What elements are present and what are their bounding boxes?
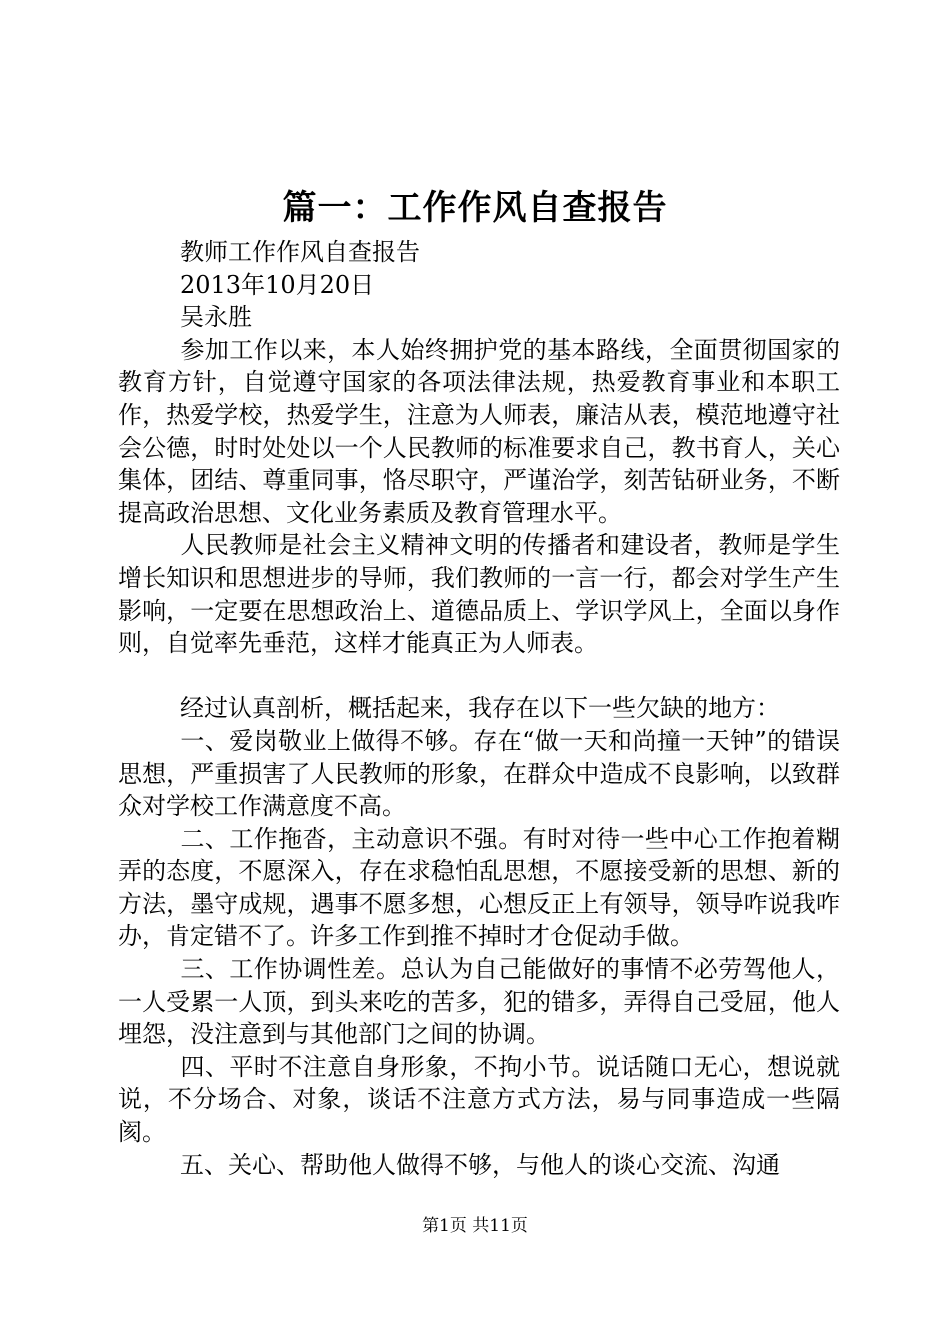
- document-author: 吴永胜: [180, 303, 252, 332]
- paragraph: [118, 725, 840, 823]
- paragraph-text: 三、工作协调性差。总认为自己能做好的事情不必劳驾他人，一人受累一人顶，到头来吃的苦多，犯的错多，弄得自己受屈，他人埋怨，没注意到与其他部门之间的协调。: [118, 955, 840, 1049]
- paragraph-text: 一、爱岗敬业上做得不够。存在“做一天和尚撞一天钟”的错误思想，严重损害了人民教师的形象，在群众中造成不良影响，以致群众对学校工作满意度不高。: [118, 726, 840, 821]
- document-subtitle: 教师工作作风自查报告: [180, 238, 420, 266]
- paragraph: [118, 953, 840, 1051]
- paragraph: [118, 334, 840, 530]
- paragraph-text: 经过认真剖析，概括起来，我存在以下一些欠缺的地方：: [180, 694, 780, 723]
- paragraph: [118, 692, 840, 725]
- page-number-footer: 第1页 共11页: [422, 1216, 528, 1236]
- paragraph-text: 人民教师是社会主义精神文明的传播者和建设者，教师是学生增长知识和思想进步的导师，我们教师的一言一行，都会对学生产生影响，一定要在思想政治上、道德品质上、学识学风上，全面以身作则，自觉率先垂范，这样才能真正为人师表。: [118, 531, 840, 658]
- paragraph-text: 参加工作以来，本人始终拥护党的基本路线，全面贯彻国家的教育方针，自觉遵守国家的各项法律法规，热爱教育事业和本职工作，热爱学校，热爱学生，注意为人师表，廉洁从表，模范地遵守社会公德，时时处处以一个人民教师的标准要求自己，教书育人，关心集体，团结、尊重同事，恪尽职守，严谨治学，刻苦钻研业务，不断提高政治思想、文化业务素质及教育管理水平。: [118, 335, 840, 527]
- paragraph: [118, 1051, 840, 1149]
- paragraph-text: 五、关心、帮助他人做得不够，与他人的谈心交流、沟通: [180, 1150, 780, 1179]
- blank-line: [118, 660, 840, 693]
- paragraph: [118, 529, 840, 659]
- paragraph-text: 四、平时不注意自身形象，不拘小节。说话随口无心，想说就说，不分场合、对象，谈话不注意方式方法，易与同事造成一些隔阂。: [118, 1052, 840, 1147]
- paragraph-text: 二、工作拖沓，主动意识不强。有时对待一些中心工作抱着糊弄的态度，不愿深入，存在求稳怕乱思想，不愿接受新的思想、新的方法，墨守成规，遇事不愿多想，心想反正上有领导，领导咋说我咋办，肯定错不了。许多工作到推不掉时才仓促动手做。: [118, 824, 840, 951]
- paragraph: [118, 1149, 840, 1182]
- paragraph: [118, 823, 840, 953]
- document-date: 2013年10月20日: [180, 270, 375, 299]
- document-title: 篇一：工作作风自查报告: [282, 188, 668, 228]
- document-body: [118, 236, 840, 1181]
